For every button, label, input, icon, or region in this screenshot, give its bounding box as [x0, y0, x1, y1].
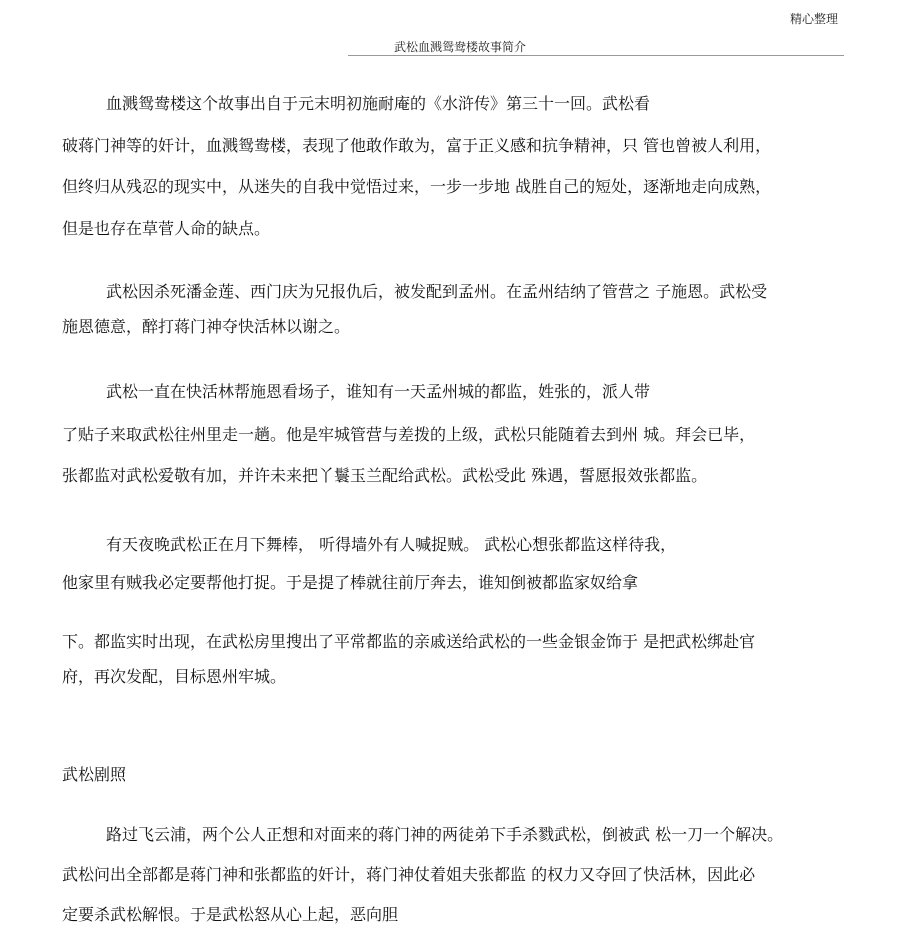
paragraph-line: 血溅鸳鸯楼这个故事出自于元末明初施耐庵的《水浒传》第三十一回。武松看	[106, 94, 651, 113]
paragraph-line: 施恩德意，醉打蒋门神夺快活林以谢之。	[62, 317, 351, 336]
paragraph-line: 他家里有贼我必定要帮他打捉。于是提了棒就往前厅奔去，谁知倒被都监家奴给拿	[62, 573, 639, 592]
header-title: 武松血溅鸳鸯楼故事简介	[393, 40, 526, 54]
paragraph-line: 府，再次发配，目标恩州牢城。	[62, 667, 287, 686]
section-heading: 武松剧照	[62, 765, 127, 784]
paragraph-line: 武松一直在快活林帮施恩看场子，谁知有一天孟州城的都监，姓张的，派人带	[106, 382, 651, 401]
paragraph-line: 武松问出全部都是蒋门神和张都监的奸计，蒋门神仗着姐夫张都监 的权力又夺回了快活林，因此必	[62, 865, 756, 884]
paragraph-line: 武松因杀死潘金莲、西门庆为兄报仇后，被发配到孟州。在孟州结纳了管营之 子施恩。武松受	[106, 282, 768, 301]
paragraph-line: 但终归从残忍的现实中，从迷失的自我中觉悟过来，一步一步地 战胜自己的短处，逐渐地走向成熟，	[62, 177, 772, 196]
paragraph-line: 路过飞云浦，两个公人正想和对面来的蒋门神的两徒弟下手杀戮武松，倒被武 松一刀一个解决。	[106, 825, 784, 844]
top-right-label: 精心整理	[790, 12, 839, 26]
paragraph-line: 但是也存在草菅人命的缺点。	[62, 219, 271, 238]
paragraph-line: 破蒋门神等的奸计，血溅鸳鸯楼，表现了他敢作敢为，富于正义感和抗争精神，只 管也曾被人利用，	[62, 136, 772, 155]
paragraph-line: 张都监对武松爱敬有加，并许未来把丫鬟玉兰配给武松。武松受此 殊遇，誓愿报效张都监。	[62, 466, 708, 485]
paragraph-line: 下。都监实时出现，在武松房里搜出了平常都监的亲戚送给武松的一些金银金饰于 是把武松绑赴官	[62, 632, 756, 651]
header-rule	[348, 55, 844, 56]
paragraph-line: 定要杀武松解恨。于是武松怒从心上起，恶向胆	[62, 905, 399, 924]
paragraph-line: 有天夜晚武松正在月下舞棒， 听得墙外有人喊捉贼。 武松心想张都监这样待我，	[106, 535, 677, 554]
paragraph-line: 了贴子来取武松往州里走一趟。他是牢城管营与差拨的上级，武松只能随着去到州 城。拜会已毕，	[62, 425, 756, 444]
